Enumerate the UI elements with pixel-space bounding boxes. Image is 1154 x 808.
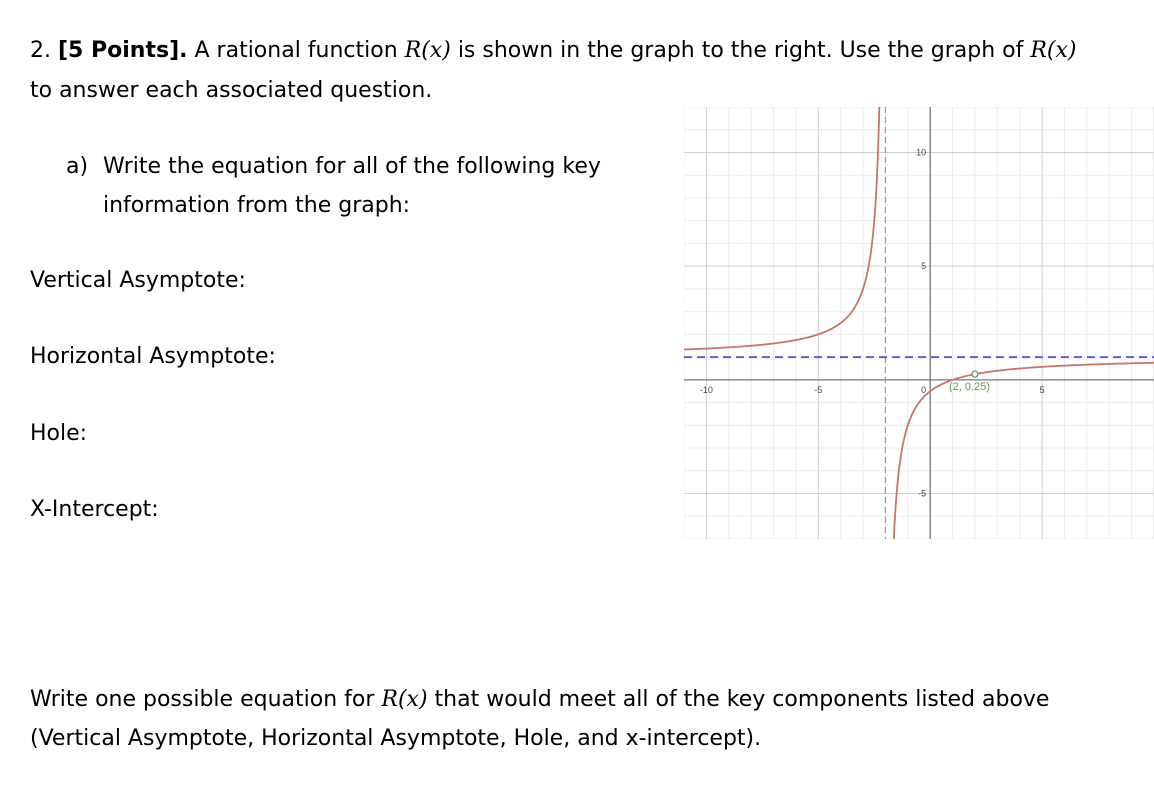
function-name: R(x) [404, 38, 451, 63]
question-line-2: to answer each associated question. [30, 78, 433, 103]
hole-prompt: Hole: [30, 421, 88, 446]
final-line-2: (Vertical Asymptote, Horizontal Asymptote, Hole, and x-intercept). [30, 726, 762, 751]
question-points: [5 Points]. [58, 38, 188, 63]
curve-right-branch [893, 363, 1154, 539]
x-tick-label: 5 [1039, 384, 1045, 395]
question-number: 2. [30, 38, 51, 63]
final-line-1-b: that would meet all of the key components listed above [434, 687, 1050, 712]
horizontal-asymptote-prompt: Horizontal Asymptote: [30, 344, 276, 369]
x-intercept-prompt: X-Intercept: [30, 497, 159, 522]
x-tick-label: 0 [921, 384, 927, 395]
y-tick-label: -5 [918, 488, 927, 499]
hole-point [972, 371, 978, 377]
function-name-2: R(x) [1030, 38, 1077, 63]
x-tick-label: -5 [814, 384, 823, 395]
minor-grid [684, 107, 1154, 539]
hole-label: (2, 0.25) [948, 381, 990, 394]
question-intro-b: is shown in the graph to the right. Use the graph of [457, 38, 1024, 63]
part-a-line-1: Write the equation for all of the following key [103, 154, 601, 179]
asymptotes [684, 107, 1154, 539]
y-tick-label: 10 [916, 147, 927, 158]
rational-function-graph [684, 107, 1154, 539]
part-a-label: a) [66, 154, 89, 179]
axes [684, 107, 1154, 539]
function-curve [684, 107, 1154, 539]
question-intro-a: A rational function [194, 38, 398, 63]
major-grid [684, 107, 1154, 539]
y-tick-label: 5 [921, 261, 927, 272]
function-name-3: R(x) [381, 687, 428, 712]
vertical-asymptote-prompt: Vertical Asymptote: [30, 268, 246, 293]
question-line-1 [30, 38, 1077, 63]
final-line-1 [30, 687, 1049, 712]
final-line-1-a: Write one possible equation for [30, 687, 375, 712]
curve-left-branch [684, 107, 880, 350]
part-a-line-2: information from the graph: [103, 193, 411, 218]
x-tick-label: -10 [699, 384, 713, 395]
